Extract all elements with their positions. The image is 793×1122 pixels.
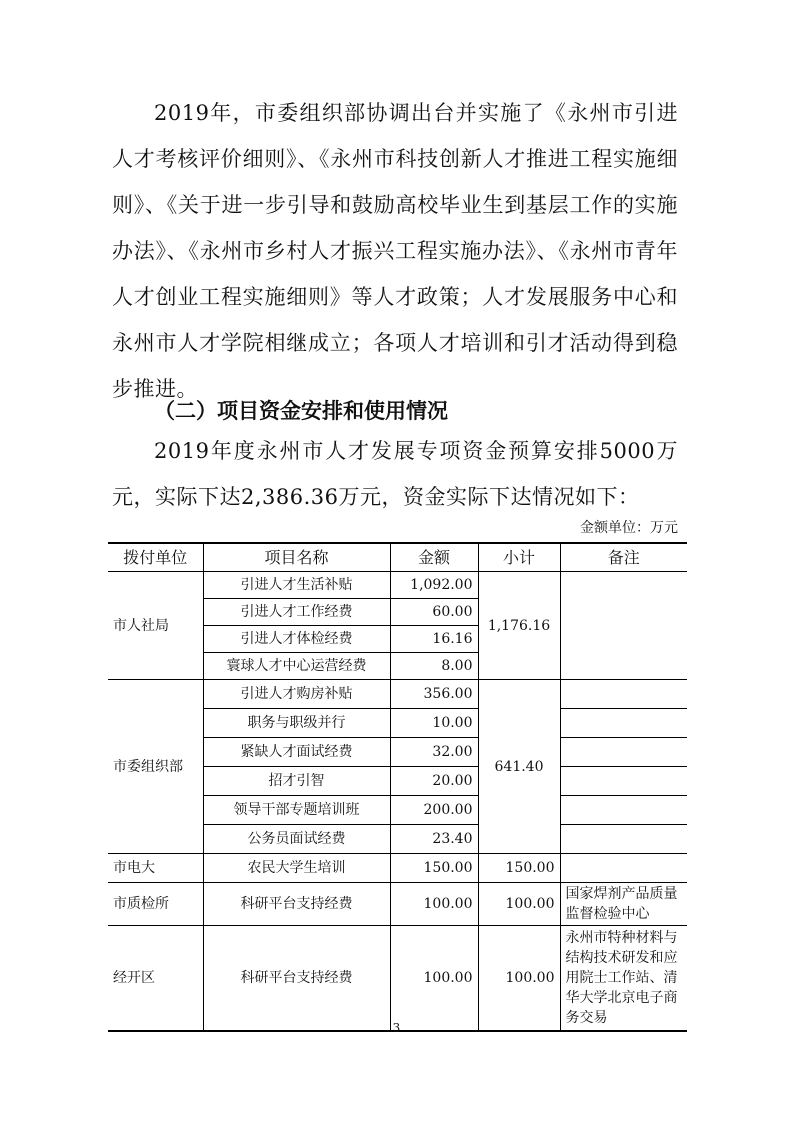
cell-amount: 23.40 — [390, 825, 478, 854]
cell-amount: 60.00 — [390, 599, 478, 626]
cell-project: 引进人才体检经费 — [203, 626, 390, 653]
body-paragraph-fund-budget: 2019年度永州市人才发展专项资金预算安排5000万元，实际下达2,386.36万元，资金实际下达情况如下： — [112, 439, 678, 509]
cell-remark — [560, 738, 687, 767]
cell-amount: 20.00 — [390, 767, 478, 796]
cell-amount: 356.00 — [390, 680, 478, 709]
cell-project: 引进人才购房补贴 — [203, 680, 390, 709]
cell-amount: 32.00 — [390, 738, 478, 767]
cell-unit: 市质检所 — [108, 883, 203, 926]
cell-subtotal: 100.00 — [478, 883, 560, 926]
cell-project: 招才引智 — [203, 767, 390, 796]
cell-remark: 国家焊剂产品质量监督检验中心 — [560, 883, 687, 926]
cell-subtotal: 641.40 — [478, 680, 560, 854]
cell-remark — [560, 767, 687, 796]
cell-remark — [560, 796, 687, 825]
header-unit: 拨付单位 — [108, 543, 203, 572]
cell-amount: 150.00 — [390, 854, 478, 883]
cell-project: 紧缺人才面试经费 — [203, 738, 390, 767]
table-row — [108, 883, 687, 926]
cell-unit: 市人社局 — [108, 572, 203, 680]
cell-subtotal: 150.00 — [478, 854, 560, 883]
cell-project: 科研平台支持经费 — [203, 926, 390, 1032]
header-remark: 备注 — [560, 543, 687, 572]
cell-remark — [560, 680, 687, 709]
cell-remark — [560, 825, 687, 854]
cell-unit: 市电大 — [108, 854, 203, 883]
cell-project: 公务员面试经费 — [203, 825, 390, 854]
table-row — [108, 926, 687, 1032]
table-header-row — [108, 543, 687, 572]
cell-amount: 16.16 — [390, 626, 478, 653]
cell-amount: 200.00 — [390, 796, 478, 825]
cell-remark — [560, 709, 687, 738]
cell-project: 寰球人才中心运营经费 — [203, 653, 390, 680]
table-row — [108, 854, 687, 883]
cell-project: 农民大学生培训 — [203, 854, 390, 883]
cell-project: 引进人才工作经费 — [203, 599, 390, 626]
cell-amount: 100.00 — [390, 926, 478, 1032]
body-paragraph-talent-policies: 2019年，市委组织部协调出台并实施了《永州市引进人才考核评价细则》、《永州市科技创新人才推进工程实施细则》、《关于进一步引导和鼓励高校毕业生到基层工作的实施办法》、《永州市乡村人才振兴工程实施办法》、《永州市青年人才创业工程实施细则》等人才政策；人才发展服务中心和永州市人才学院相继成立；各项人才培训和引才活动得到稳步推进。 — [112, 101, 678, 401]
fund-allocation-table — [108, 542, 687, 1032]
cell-remark: 永州市特种材料与结构技术研发和应用院士工作站、清华大学北京电子商务交易 — [560, 926, 687, 1032]
page-number: 3 — [392, 1021, 401, 1035]
section-heading: （二）项目资金安排和使用情况 — [154, 399, 448, 423]
cell-amount: 1,092.00 — [390, 572, 478, 599]
cell-remark — [560, 854, 687, 883]
cell-amount: 8.00 — [390, 653, 478, 680]
cell-project: 领导干部专题培训班 — [203, 796, 390, 825]
header-amount: 金额 — [390, 543, 478, 572]
header-subtotal: 小计 — [478, 543, 560, 572]
cell-project: 引进人才生活补贴 — [203, 572, 390, 599]
cell-amount: 100.00 — [390, 883, 478, 926]
cell-unit: 经开区 — [108, 926, 203, 1032]
amount-unit-note: 金额单位：万元 — [580, 520, 678, 536]
header-project: 项目名称 — [203, 543, 390, 572]
table-row — [108, 572, 687, 599]
table-row — [108, 680, 687, 709]
cell-amount: 10.00 — [390, 709, 478, 738]
cell-project: 科研平台支持经费 — [203, 883, 390, 926]
cell-remark — [560, 572, 687, 680]
cell-unit: 市委组织部 — [108, 680, 203, 854]
cell-subtotal: 1,176.16 — [478, 572, 560, 680]
cell-subtotal: 100.00 — [478, 926, 560, 1032]
cell-project: 职务与职级并行 — [203, 709, 390, 738]
